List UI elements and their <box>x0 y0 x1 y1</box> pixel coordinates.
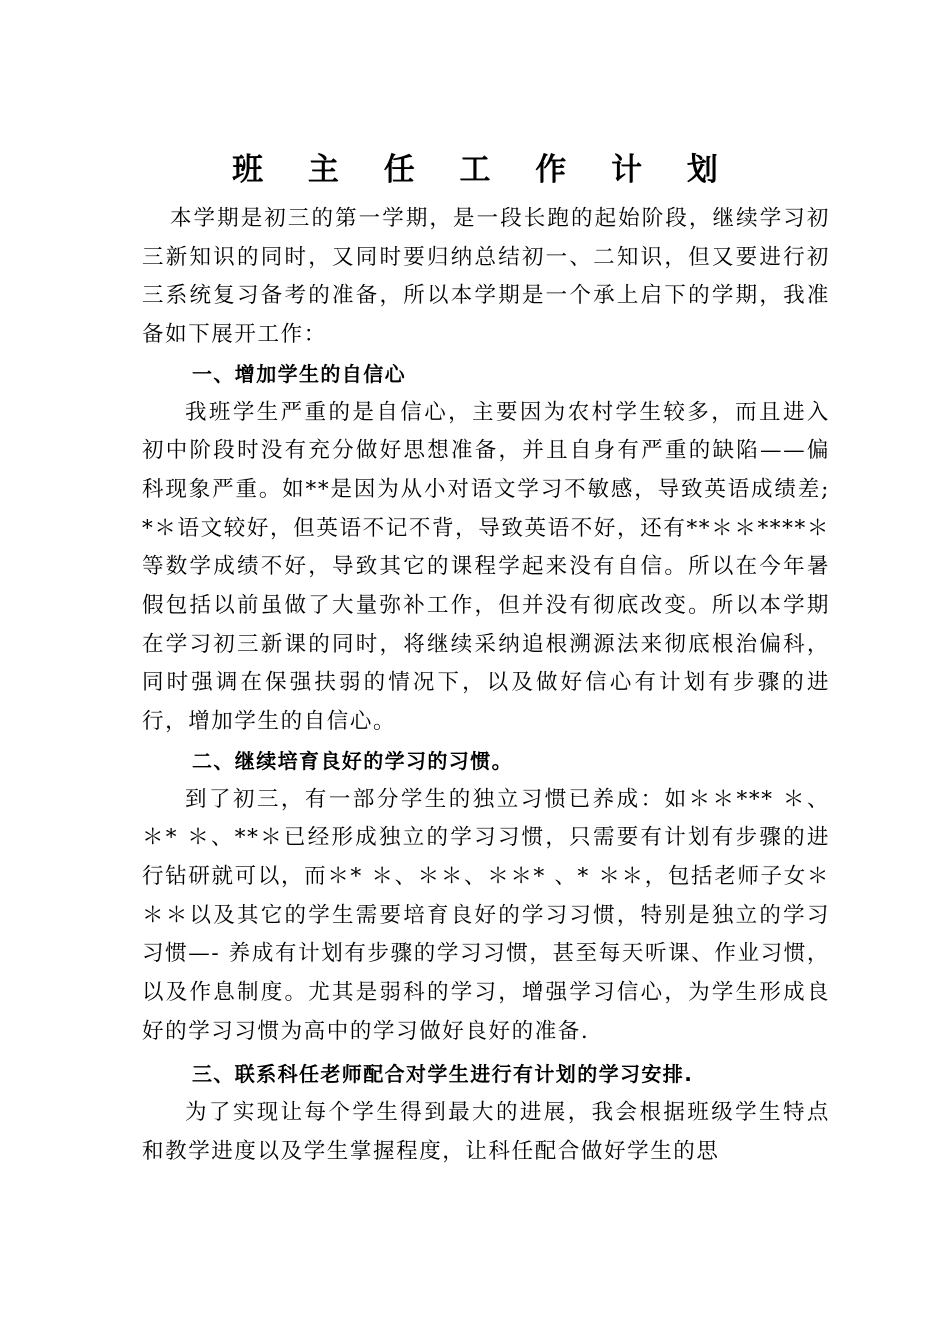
section-heading-2: 二、继续培育良好的学习的习惯。 <box>192 748 513 773</box>
section-heading-1: 一、增加学生的自信心 <box>192 361 406 386</box>
section-paragraph-2: 到了初三，有一部分学生的独立习惯已养成：如＊＊*** ＊、＊* ＊、**＊已经形成独立的学习习惯，只需要有计划有步骤的进行钻研就可以，而＊* ＊、＊＊、＊＊* 、* ＊＊，包括老师子女＊＊＊以及其它的学生需要培育良好的学习习惯，特别是独立的学习习惯—- 养成有计划有步骤的学习习惯，甚至每天听课、作业习惯，以及作息制度。尤其是弱科的学习，增强学习信心，为学生形成良好的学习习惯为高中的学习做好良好的准备. <box>142 786 830 1044</box>
section-paragraph-1: 我班学生严重的是自信心，主要因为农村学生较多，而且进入初中阶段时没有充分做好思想准备，并且自身有严重的缺陷——偏科现象严重。如**是因为从小对语文学习不敏感，导致英语成绩差;*＊语文较好，但英语不记不背，导致英语不好，还有**＊＊****＊等数学成绩不好，导致其它的课程学起来没有自信。所以在今年暑假包括以前虽做了大量弥补工作，但并没有彻底改变。所以本学期在学习初三新课的同时，将继续采纳追根溯源法来彻底根治偏科，同时强调在保强扶弱的情况下，以及做好信心有计划有步骤的进行，增加学生的自信心。 <box>142 399 830 735</box>
page-title: 班 主 任 工 作 计 划 <box>232 152 735 188</box>
intro-paragraph: 本学期是初三的第一学期，是一段长跑的起始阶段，继续学习初三新知识的同时，又同时要归纳总结初一、二知识，但又要进行初三系统复习备考的准备，所以本学期是一个承上启下的学期，我准备如下展开工作： <box>142 206 830 348</box>
document-body <box>142 200 830 1172</box>
section-heading-3: 三、联系科任老师配合对学生进行有计划的学习安排. <box>192 1062 694 1087</box>
section-paragraph-3: 为了实现让每个学生得到最大的进展，我会根据班级学生特点和教学进度以及学生掌握程度，让科任配合做好学生的思 <box>142 1100 830 1164</box>
